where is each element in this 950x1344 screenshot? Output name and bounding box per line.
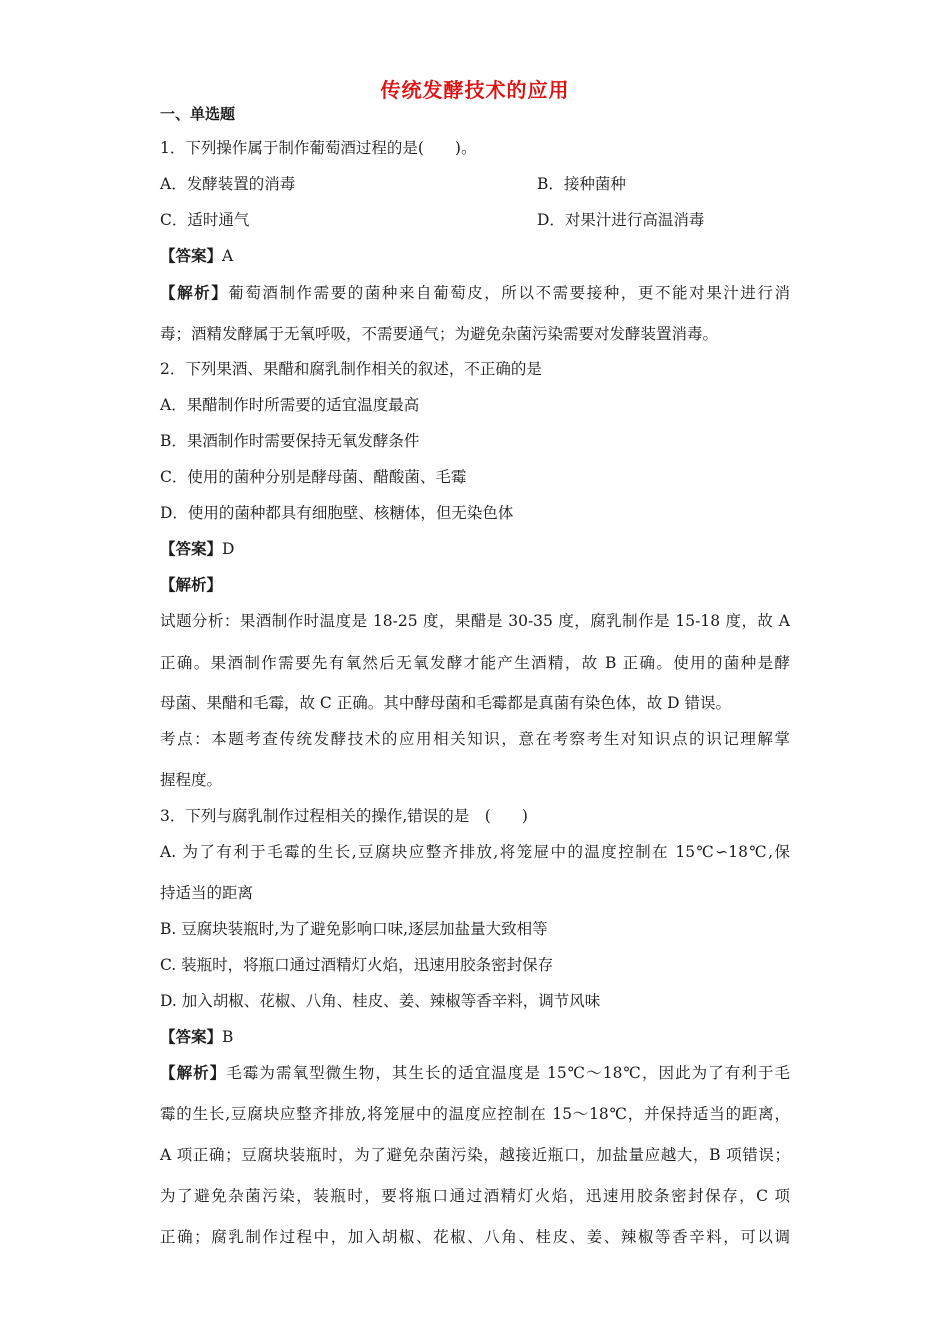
question-2-answer: [160, 539, 800, 559]
answer-value: B: [222, 1028, 234, 1046]
analysis-text: 葡萄酒制作需要的菌种来自葡萄皮，所以不需要接种，更不能对果汁进行消: [228, 284, 790, 302]
question-1-option-c: C．适时通气: [160, 211, 250, 229]
question-3-analysis-line: 正确；腐乳制作过程中，加入胡椒、花椒、八角、桂皮、姜、辣椒等香辛料，可以调: [160, 1228, 790, 1246]
question-2-knowledge-point: 考点：本题考查传统发酵技术的应用相关知识，意在考察考生对知识点的识记理解掌: [160, 730, 790, 748]
question-1-answer: [160, 246, 800, 266]
question-3-answer: [160, 1027, 800, 1047]
question-3-analysis-line: 为了避免杂菌污染，装瓶时，要将瓶口通过酒精灯火焰，迅速用胶条密封保存，C 项: [160, 1187, 790, 1205]
question-3-analysis-line: A 项正确；豆腐块装瓶时，为了避免杂菌污染，越接近瓶口，加盐量应越大，B 项错误；: [160, 1146, 790, 1164]
analysis-label: 【解析】: [160, 283, 229, 302]
page-title: 传统发酵技术的应用: [380, 78, 570, 102]
question-3-analysis-line: [160, 1063, 790, 1083]
question-2-knowledge-point: 握程度。: [160, 771, 223, 789]
answer-label: 【答案】: [160, 246, 223, 265]
question-3-option-a-cont: 持适当的距离: [160, 884, 254, 902]
question-1-analysis-line: [160, 283, 790, 303]
question-3-stem: 3．下列与腐乳制作过程相关的操作,错误的是 ( ): [160, 807, 528, 825]
answer-value: A: [222, 247, 234, 265]
section-heading: 一、单选题: [160, 105, 236, 123]
question-3-analysis-line: 霉的生长,豆腐块应整齐排放,将笼屉中的温度应控制在 15～18℃，并保持适当的距离，: [160, 1105, 790, 1123]
question-3-option-d: D. 加入胡椒、花椒、八角、桂皮、姜、辣椒等香辛料，调节风味: [160, 992, 601, 1010]
question-2-stem: 2．下列果酒、果醋和腐乳制作相关的叙述，不正确的是: [160, 360, 542, 378]
question-2-analysis-label: 【解析】: [160, 575, 223, 594]
analysis-label: 【解析】: [160, 1063, 227, 1082]
question-2-option-b: B．果酒制作时需要保持无氧发酵条件: [160, 432, 420, 450]
analysis-text: 毛霉为需氧型微生物，其生长的适宜温度是 15℃～18℃，因此为了有利于毛: [226, 1064, 790, 1082]
question-1-option-b: B．接种菌种: [537, 175, 626, 193]
question-2-option-a: A．果醋制作时所需要的适宜温度最高: [160, 396, 420, 414]
question-3-option-b: B. 豆腐块装瓶时,为了避免影响口味,逐层加盐量大致相等: [160, 920, 548, 938]
question-2-analysis-line: 母菌、果醋和毛霉，故 C 正确。其中酵母菌和毛霉都是真菌有染色体，故 D 错误。: [160, 694, 731, 712]
question-2-analysis-line: 正确。果酒制作需要先有氧然后无氧发酵才能产生酒精，故 B 正确。使用的菌种是酵: [160, 654, 790, 672]
answer-label: 【答案】: [160, 539, 223, 558]
question-1-option-d: D．对果汁进行高温消毒: [537, 211, 705, 229]
question-3-option-a: A. 为了有利于毛霉的生长,豆腐块应整齐排放,将笼屉中的温度控制在 15℃∽18℃,保: [160, 843, 790, 861]
question-1-stem: 1．下列操作属于制作葡萄酒过程的是( )。: [160, 139, 477, 157]
question-3-option-c: C. 装瓶时，将瓶口通过酒精灯火焰，迅速用胶条密封保存: [160, 956, 554, 974]
answer-value: D: [222, 540, 235, 558]
question-2-option-c: C．使用的菌种分别是酵母菌、醋酸菌、毛霉: [160, 468, 467, 486]
question-1-analysis-line: 毒；酒精发酵属于无氧呼吸，不需要通气；为避免杂菌污染需要对发酵装置消毒。: [160, 325, 719, 343]
question-2-option-d: D．使用的菌种都具有细胞壁、核糖体，但无染色体: [160, 504, 514, 522]
question-1-option-a: A．发酵装置的消毒: [160, 175, 296, 193]
answer-label: 【答案】: [160, 1027, 223, 1046]
question-2-analysis-line: 试题分析：果酒制作时温度是 18-25 度，果醋是 30-35 度，腐乳制作是 15-18 度，故 A: [160, 612, 790, 630]
